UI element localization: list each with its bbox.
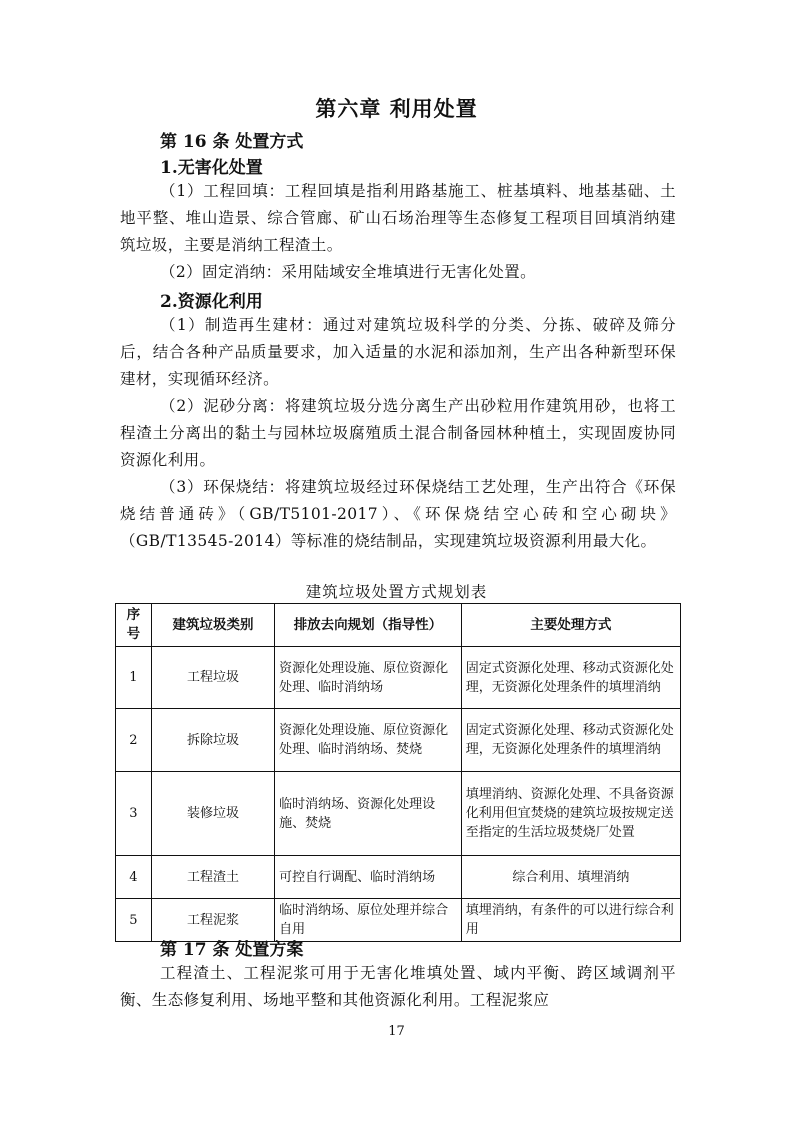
cell-category: 装修垃圾 (151, 772, 274, 856)
cell-category: 拆除垃圾 (151, 709, 274, 772)
header-method: 主要处理方式 (461, 604, 680, 647)
cell-destination: 临时消纳场、资源化处理设施、焚烧 (275, 772, 462, 856)
cell-category: 工程垃圾 (151, 647, 274, 709)
cell-method: 固定式资源化处理、移动式资源化处理，无资源化处理条件的填埋消纳 (461, 647, 680, 709)
header-destination: 排放去向规划（指导性） (275, 604, 462, 647)
cell-destination: 可控自行调配、临时消纳场 (275, 856, 462, 899)
table-row (116, 647, 681, 709)
paragraph-recycled-materials: （1）制造再生建材：通过对建筑垃圾科学的分类、分拣、破碎及筛分后，结合各种产品质量要求，加入适量的水泥和添加剂，生产出各种新型环保建材，实现循环经济。 (120, 316, 676, 388)
section-1-heading: 1.无害化处置 (160, 158, 263, 178)
table-title: 建筑垃圾处置方式规划表 (305, 583, 488, 601)
cell-destination: 资源化处理设施、原位资源化处理、临时消纳场 (275, 647, 462, 709)
cell-destination: 资源化处理设施、原位资源化处理、临时消纳场、焚烧 (275, 709, 462, 772)
article-17-heading: 第 17 条 处置方案 (160, 940, 304, 960)
cell-destination: 临时消纳场、原位处理并综合自用 (275, 899, 462, 942)
cell-index: 3 (116, 772, 152, 856)
cell-category: 工程泥浆 (151, 899, 274, 942)
cell-category: 工程渣土 (151, 856, 274, 899)
paragraph-eco-sintering: （3）环保烧结：将建筑垃圾经过环保烧结工艺处理，生产出符合《环保烧结普通砖》（GB/T5101-2017）、《环保烧结空心砖和空心砌块》（GB/T13545-2014）等标准的烧结制品，实现建筑垃圾资源利用最大化。 (120, 478, 676, 550)
cell-index: 1 (116, 647, 152, 709)
table-header-row (116, 604, 681, 647)
page-number: 17 (388, 1024, 405, 1039)
cell-method: 填埋消纳、资源化处理、不具备资源化利用但宜焚烧的建筑垃圾按规定送至指定的生活垃圾焚烧厂处置 (461, 772, 680, 856)
cell-method: 固定式资源化处理、移动式资源化处理，无资源化处理条件的填埋消纳 (461, 709, 680, 772)
cell-index: 4 (116, 856, 152, 899)
disposal-plan-table (115, 603, 681, 942)
cell-method: 填埋消纳，有条件的可以进行综合利用 (461, 899, 680, 942)
section-2-heading: 2.资源化利用 (160, 292, 263, 312)
cell-index: 5 (116, 899, 152, 942)
cell-index: 2 (116, 709, 152, 772)
paragraph-mud-sand-separation: （2）泥砂分离：将建筑垃圾分选分离生产出砂粒用作建筑用砂，也将工程渣土分离出的黏土与园林垃圾腐殖质土混合制备园林种植土，实现固废协同资源化利用。 (120, 397, 676, 469)
header-index: 序号 (116, 604, 152, 647)
article-16-heading: 第 16 条 处置方式 (160, 132, 304, 152)
table-row (116, 856, 681, 899)
table-row (116, 772, 681, 856)
paragraph-fixed-disposal: （2）固定消纳：采用陆域安全堆填进行无害化处置。 (160, 263, 536, 281)
paragraph-engineering-backfill: （1）工程回填：工程回填是指利用路基施工、桩基填料、地基基础、土地平整、堆山造景、综合管廊、矿山石场治理等生态修复工程项目回填消纳建筑垃圾，主要是消纳工程渣土。 (120, 182, 676, 254)
cell-method: 综合利用、填埋消纳 (461, 856, 680, 899)
header-category: 建筑垃圾类别 (151, 604, 274, 647)
table-row (116, 709, 681, 772)
paragraph-disposal-plan: 工程渣土、工程泥浆可用于无害化堆填处置、域内平衡、跨区域调剂平衡、生态修复利用、场地平整和其他资源化利用。工程泥浆应 (120, 964, 676, 1009)
chapter-title: 第六章 利用处置 (315, 96, 478, 121)
